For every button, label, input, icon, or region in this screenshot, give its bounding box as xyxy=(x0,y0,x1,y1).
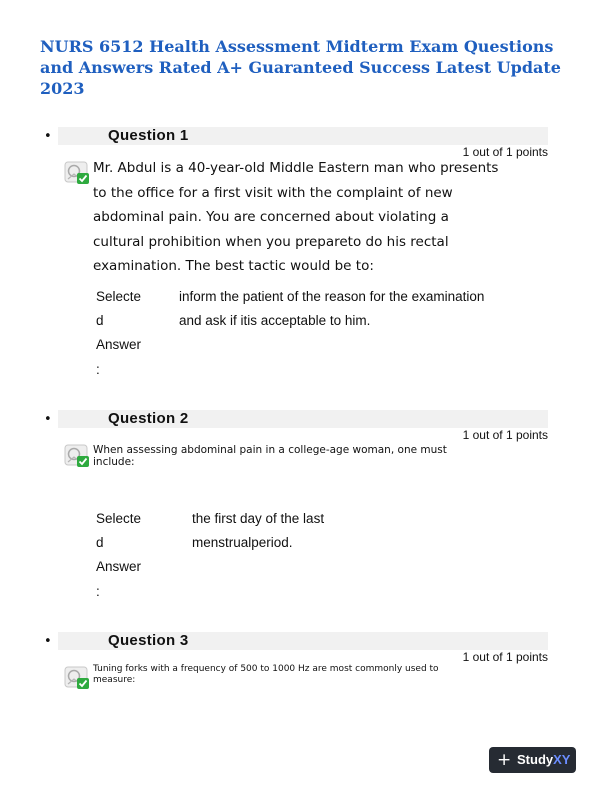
question-title: Question 1 xyxy=(108,127,189,144)
answer-correct-icon xyxy=(64,666,90,690)
question-text-line: measure: xyxy=(93,675,136,685)
question-text-line: cultural prohibition when you prepareto do his rectal xyxy=(93,233,449,250)
brand-logo: StudyXY xyxy=(517,752,571,767)
studyxy-badge xyxy=(489,747,576,773)
question-text-line: include: xyxy=(93,456,135,468)
bullet: • xyxy=(44,129,52,144)
points-score: 1 out of 1 points xyxy=(462,145,548,159)
question-text-line: Mr. Abdul is a 40-year-old Middle Eastern man who presents xyxy=(93,160,499,176)
question-title: Question 2 xyxy=(108,410,189,427)
points-score: 1 out of 1 points xyxy=(462,650,548,664)
answer-correct-icon xyxy=(64,161,90,185)
question-title: Question 3 xyxy=(108,632,189,649)
document-title: NURS 6512 Health Assessment Midterm Exam Questions and Answers Rated A+ Guaranteed Success Latest Update 2023 xyxy=(40,37,561,98)
question-text-line: examination. The best tactic would be to: xyxy=(93,258,374,274)
plus-icon: + xyxy=(497,750,512,770)
points-score: 1 out of 1 points xyxy=(462,428,548,442)
bullet: • xyxy=(44,412,52,427)
question-text-line: When assessing abdominal pain in a college-age woman, one must xyxy=(93,444,447,456)
question-text-line: abdominal pain. You are concerned about violating a xyxy=(93,209,449,225)
answer-correct-icon xyxy=(64,444,90,468)
bullet: • xyxy=(44,634,52,649)
question-text-line: to the office for a first visit with the complaint of new xyxy=(93,184,453,201)
question-text-line: Tuning forks with a frequency of 500 to 1000 Hz are most commonly used to xyxy=(93,664,439,674)
